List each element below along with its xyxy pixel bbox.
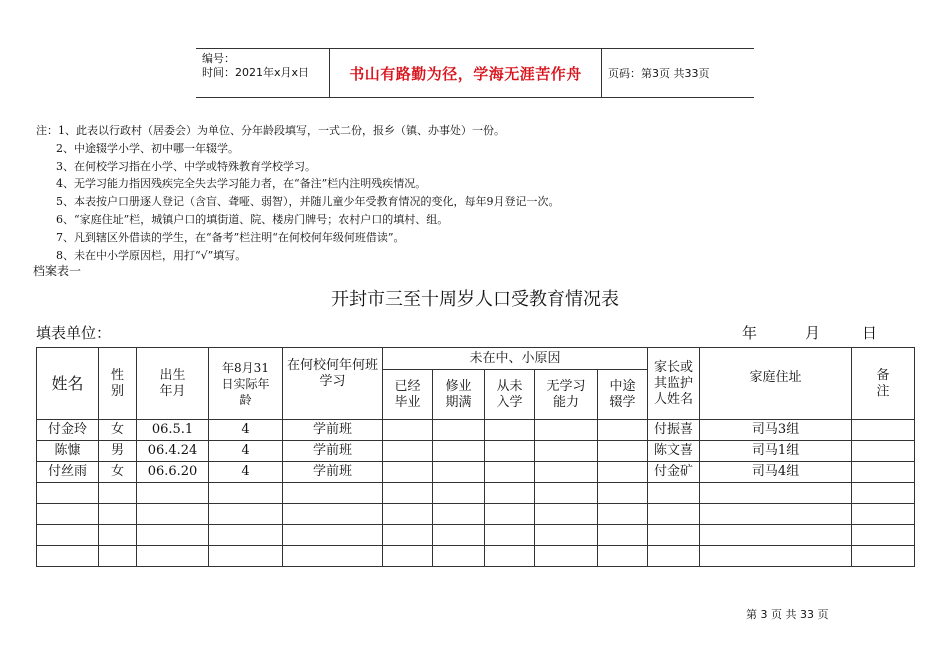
date-year-label: 年: [742, 324, 758, 342]
cell-birth: 06.6.20: [137, 462, 209, 483]
header-school: 在何校何年何班学习: [283, 348, 383, 420]
cell-remark: [852, 504, 915, 525]
cell-remark: [852, 483, 915, 504]
cell-guardian: 付金矿: [648, 462, 700, 483]
cell-reason: [598, 546, 648, 567]
archive-label: 档案表一: [33, 264, 82, 278]
cell-reason: [598, 420, 648, 441]
cell-school: 学前班: [283, 441, 383, 462]
cell-address: 司马4组: [700, 462, 852, 483]
cell-reason: [598, 483, 648, 504]
cell-birth: [137, 483, 209, 504]
cell-guardian: [648, 525, 700, 546]
cell-remark: [852, 525, 915, 546]
document-header: [196, 48, 754, 98]
cell-age: [209, 525, 283, 546]
note-item: 4、无学习能力指因残疾完全失去学习能力者，在“备注”栏内注明残疾情况。: [56, 177, 427, 191]
cell-remark: [852, 546, 915, 567]
cell-school: [283, 504, 383, 525]
header-name: 姓名: [37, 348, 99, 420]
cell-school: 学前班: [283, 420, 383, 441]
cell-reason: [433, 441, 485, 462]
cell-reason: [535, 462, 598, 483]
cell-school: [283, 483, 383, 504]
cell-guardian: [648, 546, 700, 567]
table-row: [37, 525, 915, 546]
cell-gender: 男: [99, 441, 137, 462]
note-item: 3、在何校学习指在小学、中学或特殊教育学校学习。: [56, 159, 316, 173]
header-reason-group: 未在中、小原因: [383, 348, 648, 370]
cell-school: 学前班: [283, 462, 383, 483]
cell-reason: [598, 504, 648, 525]
cell-birth: 06.5.1: [137, 420, 209, 441]
cell-age: [209, 504, 283, 525]
cell-reason: [598, 441, 648, 462]
cell-gender: [99, 525, 137, 546]
education-table: [36, 347, 915, 567]
cell-reason: [383, 420, 433, 441]
table-row: [37, 441, 915, 462]
cell-age: 4: [209, 462, 283, 483]
cell-birth: [137, 504, 209, 525]
note-item: 6、“家庭住址”栏，城镇户口的填街道、院、楼房门牌号；农村户口的填村、组。: [56, 212, 449, 226]
header-reason-graduated: 已经毕业: [383, 370, 433, 420]
cell-name: [37, 483, 99, 504]
cell-birth: [137, 546, 209, 567]
id-label: 编号：: [202, 52, 235, 65]
cell-reason: [383, 525, 433, 546]
notes-section: [36, 122, 560, 264]
header-age: 年8月31日实际年龄: [209, 348, 283, 420]
cell-reason: [433, 525, 485, 546]
cell-reason: [383, 546, 433, 567]
cell-birth: [137, 525, 209, 546]
cell-gender: [99, 483, 137, 504]
cell-age: 4: [209, 441, 283, 462]
table-row: [37, 462, 915, 483]
cell-reason: [535, 483, 598, 504]
cell-reason: [598, 462, 648, 483]
cell-name: [37, 504, 99, 525]
cell-reason: [485, 504, 535, 525]
cell-gender: 女: [99, 462, 137, 483]
cell-reason: [383, 504, 433, 525]
cell-reason: [535, 441, 598, 462]
cell-gender: 女: [99, 420, 137, 441]
cell-school: [283, 546, 383, 567]
cell-age: [209, 546, 283, 567]
header-remark: 备注: [852, 348, 915, 420]
cell-reason: [383, 483, 433, 504]
note-item: 注：1、此表以行政村（居委会）为单位、分年龄段填写，一式二份，报乡（镇、办事处）一份。: [36, 124, 505, 137]
cell-name: 陈慷: [37, 441, 99, 462]
cell-reason: [383, 441, 433, 462]
date-day-label: 日: [862, 324, 878, 342]
cell-address: 司马1组: [700, 441, 852, 462]
header-reason-completed: 修业期满: [433, 370, 485, 420]
cell-guardian: 付振喜: [648, 420, 700, 441]
cell-address: [700, 525, 852, 546]
header-motto: 书山有路勤为径，学海无涯苦作舟: [330, 49, 602, 97]
cell-address: [700, 483, 852, 504]
cell-name: 付丝雨: [37, 462, 99, 483]
cell-birth: 06.4.24: [137, 441, 209, 462]
header-reason-never-enrolled: 从未入学: [485, 370, 535, 420]
header-address: 家庭住址: [700, 348, 852, 420]
cell-reason: [485, 483, 535, 504]
cell-remark: [852, 420, 915, 441]
header-gender: 性别: [99, 348, 137, 420]
cell-address: 司马3组: [700, 420, 852, 441]
header-meta: [196, 49, 330, 97]
cell-reason: [433, 546, 485, 567]
table-row: [37, 546, 915, 567]
note-item: 2、中途辍学小学、初中哪一年辍学。: [56, 141, 239, 155]
note-item: 7、凡到辖区外借读的学生，在“备考”栏注明“在何校何年级何班借读”。: [56, 230, 405, 244]
cell-reason: [383, 462, 433, 483]
cell-gender: [99, 504, 137, 525]
cell-name: 付金玲: [37, 420, 99, 441]
cell-reason: [485, 420, 535, 441]
cell-name: [37, 546, 99, 567]
cell-reason: [535, 525, 598, 546]
table-row: [37, 483, 915, 504]
cell-school: [283, 525, 383, 546]
page-footer: 第 3 页 共 33 页: [746, 608, 829, 621]
header-page-label: 页码：第3页 共33页: [608, 67, 710, 80]
cell-reason: [433, 420, 485, 441]
cell-reason: [433, 504, 485, 525]
cell-reason: [485, 462, 535, 483]
header-guardian: 家长或其监护人姓名: [648, 348, 700, 420]
cell-reason: [485, 525, 535, 546]
form-title: 开封市三至十周岁人口受教育情况表: [331, 289, 619, 310]
cell-reason: [485, 441, 535, 462]
cell-remark: [852, 441, 915, 462]
cell-gender: [99, 546, 137, 567]
cell-reason: [433, 483, 485, 504]
cell-guardian: [648, 483, 700, 504]
cell-remark: [852, 462, 915, 483]
cell-reason: [598, 525, 648, 546]
table-row: [37, 504, 915, 525]
cell-reason: [485, 546, 535, 567]
note-item: 8、未在中小学原因栏，用打“√”填写。: [56, 248, 247, 262]
fill-unit-label: 填表单位：: [36, 324, 112, 342]
note-item: 5、本表按户口册逐人登记（含盲、聋哑、弱智），并随儿童少年受教育情况的变化，每年9月登记一次。: [56, 195, 560, 209]
cell-reason: [433, 462, 485, 483]
header-birth: 出生年月: [137, 348, 209, 420]
header-reason-no-ability: 无学习能力: [535, 370, 598, 420]
table-row: [37, 420, 915, 441]
date-month-label: 月: [805, 324, 821, 342]
cell-address: [700, 504, 852, 525]
cell-reason: [535, 504, 598, 525]
header-reason-dropout: 中途辍学: [598, 370, 648, 420]
cell-address: [700, 546, 852, 567]
cell-guardian: [648, 504, 700, 525]
cell-name: [37, 525, 99, 546]
cell-age: [209, 483, 283, 504]
cell-guardian: 陈文喜: [648, 441, 700, 462]
cell-reason: [535, 546, 598, 567]
cell-reason: [535, 420, 598, 441]
cell-age: 4: [209, 420, 283, 441]
time-label: 时间：2021年x月x日: [202, 66, 310, 79]
